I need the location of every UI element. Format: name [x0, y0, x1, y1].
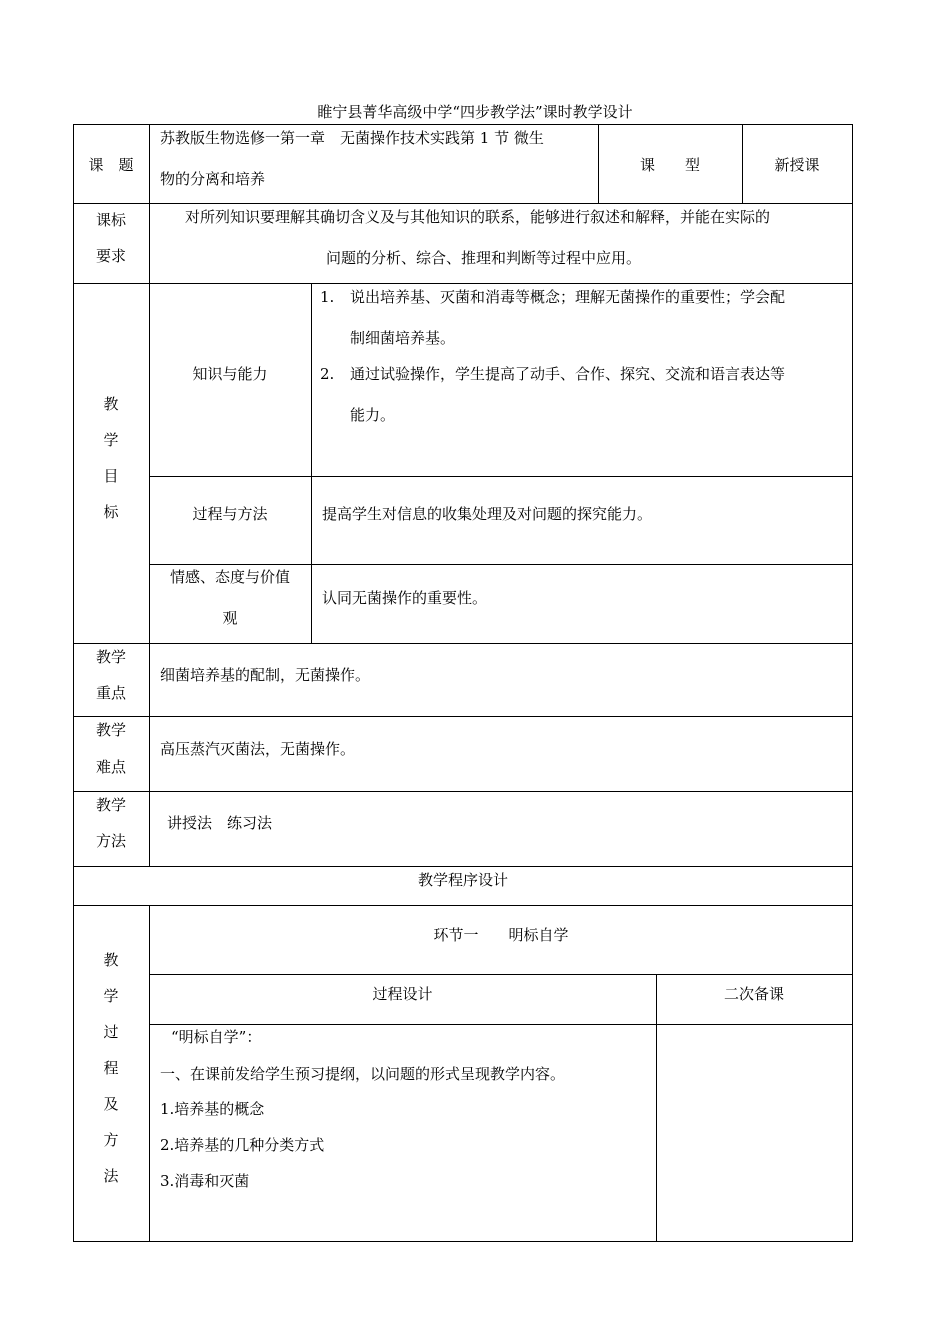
- knowledge-item-1-line-1: 说出培养基、灭菌和消毒等概念；理解无菌操作的重要性；学会配: [350, 288, 786, 306]
- procedure-label-1: 教: [103, 951, 119, 969]
- knowledge-item-2-num: 2.: [320, 365, 335, 383]
- difficulty-text: 高压蒸汽灭菌法，无菌操作。: [160, 740, 356, 758]
- topic-line-2: 物的分离和培养: [160, 170, 266, 188]
- key-label-1: 教学: [95, 648, 126, 666]
- procedure-label-6: 方: [103, 1131, 119, 1149]
- procedure-label-2: 学: [103, 987, 119, 1005]
- method-label-1: 教学: [95, 796, 126, 814]
- type-label: 课 型: [639, 156, 700, 174]
- goals-label-2: 学: [103, 431, 119, 449]
- knowledge-item-2-line-1: 通过试验操作，学生提高了动手、合作、探究、交流和语言表达等: [350, 365, 786, 383]
- standard-line-2: 问题的分析、综合、推理和判断等过程中应用。: [326, 249, 642, 267]
- standard-label-2: 要求: [95, 247, 126, 265]
- method-label-2: 方法: [95, 832, 126, 850]
- col-design-header: 过程设计: [372, 985, 433, 1003]
- knowledge-item-1-line-2: 制细菌培养基。: [350, 329, 456, 347]
- procedure-line-4: 2.培养基的几种分类方式: [160, 1136, 325, 1154]
- process-label: 过程与方法: [192, 505, 268, 523]
- procedure-label-5: 及: [103, 1095, 119, 1113]
- process-text: 提高学生对信息的收集处理及对问题的探究能力。: [322, 505, 653, 523]
- topic-label: 课 题: [88, 156, 134, 174]
- goals-label-3: 目: [103, 467, 119, 485]
- procedure-label-7: 法: [103, 1167, 119, 1185]
- knowledge-item-1-num: 1.: [320, 288, 335, 306]
- standard-line-1: 对所列知识要理解其确切含义及与其他知识的联系，能够进行叙述和解释，并能在实际的: [185, 208, 771, 226]
- procedure-line-2: 一、在课前发给学生预习提纲，以问题的形式呈现教学内容。: [160, 1065, 566, 1083]
- emotion-label-1: 情感、态度与价值: [169, 568, 290, 586]
- section-title: 环节一 明标自学: [433, 926, 569, 944]
- col-second-header: 二次备课: [723, 985, 784, 1003]
- procedure-label-4: 程: [103, 1059, 119, 1077]
- goals-label-1: 教: [103, 395, 119, 413]
- difficulty-label-2: 难点: [95, 758, 126, 776]
- knowledge-item-2-line-2: 能力。: [350, 406, 396, 424]
- goals-label-4: 标: [103, 503, 119, 521]
- standard-label-1: 课标: [95, 211, 126, 229]
- procedure-line-3: 1.培养基的概念: [160, 1100, 265, 1118]
- emotion-text: 认同无菌操作的重要性。: [322, 589, 488, 607]
- emotion-label-2: 观: [222, 609, 238, 627]
- topic-line-1: 苏教版生物选修一第一章 无菌操作技术实践第 1 节 微生: [160, 129, 544, 147]
- key-text: 细菌培养基的配制，无菌操作。: [160, 666, 371, 684]
- type-value: 新授课: [774, 156, 820, 174]
- procedure-label-3: 过: [103, 1023, 119, 1041]
- knowledge-label: 知识与能力: [192, 365, 268, 383]
- difficulty-label-1: 教学: [95, 721, 126, 739]
- procedure-line-1: “明标自学”：: [171, 1028, 262, 1046]
- program-title: 教学程序设计: [417, 871, 508, 889]
- method-text: 讲授法 练习法: [167, 814, 273, 832]
- key-label-2: 重点: [95, 684, 126, 702]
- procedure-line-5: 3.消毒和灭菌: [160, 1172, 250, 1190]
- document-title: 睢宁县菁华高级中学“四步教学法”课时教学设计: [317, 103, 633, 121]
